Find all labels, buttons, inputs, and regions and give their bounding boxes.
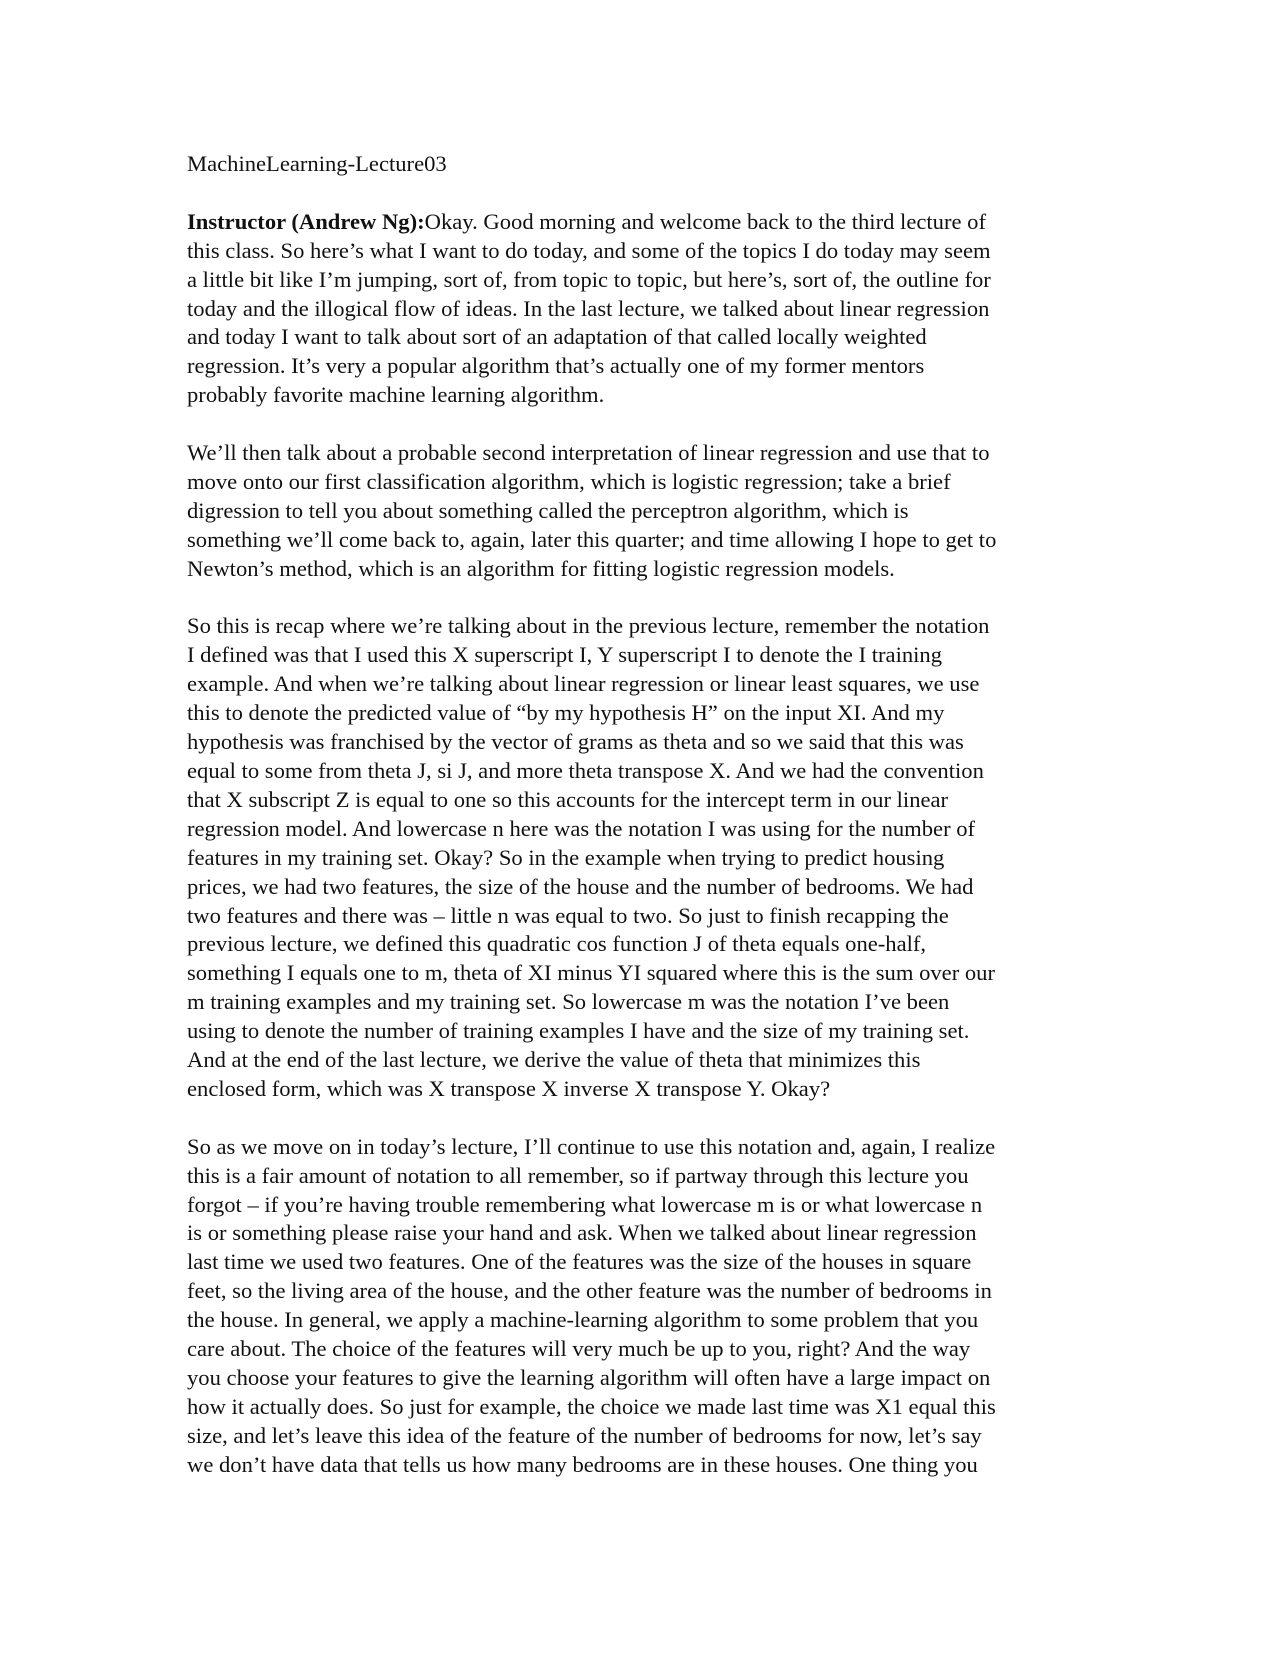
paragraph-line: We’ll then talk about a probable second interpretation of linear regression and use that to [187, 440, 990, 466]
paragraph-line: And at the end of the last lecture, we derive the value of theta that minimizes this [187, 1047, 921, 1073]
paragraph-line: is or something please raise your hand and ask. When we talked about linear regression [187, 1220, 977, 1246]
paragraph-line: regression model. And lowercase n here was the notation I was using for the number of [187, 815, 976, 841]
speaker-label: Instructor (Andrew Ng) [187, 208, 418, 234]
document-body [187, 150, 1097, 1509]
paragraph-line: that X subscript Z is equal to one so this accounts for the intercept term in our linear [187, 786, 949, 812]
paragraph-line: probably favorite machine learning algorithm. [187, 382, 605, 408]
paragraph-line: you choose your features to give the learning algorithm will often have a large impact on [187, 1365, 991, 1390]
paragraph-4 [187, 1133, 1097, 1480]
paragraph-line: previous lecture, we defined this quadratic cos function J of theta equals one-half, [187, 931, 927, 957]
paragraph-2 [187, 439, 1097, 584]
paragraph-line: size, and let’s leave this idea of the feature of the number of bedrooms for now, let’s say [187, 1422, 982, 1448]
paragraph-line: So as we move on in today’s lecture, I’ll continue to use this notation and, again, I realize [187, 1133, 996, 1159]
paragraph-line: enclosed form, which was X transpose X inverse X transpose Y. Okay? [187, 1075, 831, 1101]
paragraph-line: two features and there was – little n was equal to two. So just to finish recapping the [187, 902, 949, 928]
paragraph-line: today and the illogical flow of ideas. In the last lecture, we talked about linear regression [187, 295, 990, 321]
paragraph-line: something I equals one to m, theta of XI minus YI squared where this is the sum over our [187, 960, 995, 986]
paragraph-line: care about. The choice of the features will very much be up to you, right? And the way [187, 1336, 971, 1362]
paragraph-line: we don’t have data that tells us how many bedrooms are in these houses. One thing you [187, 1451, 978, 1477]
paragraph-line: this to denote the predicted value of “by my hypothesis H” on the input XI. And my [187, 700, 945, 726]
document-title: MachineLearning-Lecture03 [187, 151, 447, 176]
paragraph-line-text: Okay. Good morning and welcome back to the third lecture of [424, 208, 986, 234]
paragraph-line: move onto our first classification algorithm, which is logistic regression; take a brief [187, 468, 951, 494]
paragraph-3 [187, 612, 1097, 1103]
paragraph-line: this is a fair amount of notation to all remember, so if partway through this lecture you [187, 1162, 969, 1188]
paragraph-line: and today I want to talk about sort of an adaptation of that called locally weighted [187, 324, 927, 350]
paragraph-line: a little bit like I’m jumping, sort of, from topic to topic, but here’s, sort of, the outline for [187, 266, 991, 292]
paragraph-line: regression. It’s very a popular algorithm that’s actually one of my former mentors [187, 353, 925, 379]
paragraph-line: the house. In general, we apply a machine-learning algorithm to some problem that you [187, 1307, 979, 1333]
paragraph-line: digression to tell you about something called the perceptron algorithm, which is [187, 497, 909, 523]
paragraph-line: So this is recap where we’re talking about in the previous lecture, remember the notation [187, 613, 990, 639]
paragraph-line: I defined was that I used this X superscript I, Y superscript I to denote the I training [187, 642, 943, 668]
paragraph-line: hypothesis was franchised by the vector of grams as theta and so we said that this was [187, 729, 964, 755]
paragraph-line: m training examples and my training set. So lowercase m was the notation I’ve been [187, 989, 950, 1015]
paragraph-line: how it actually does. So just for example, the choice we made last time was X1 equal this [187, 1393, 996, 1419]
paragraph-line: this class. So here’s what I want to do today, and some of the topics I do today may seem [187, 237, 991, 263]
paragraph-line: using to denote the number of training examples I have and the size of my training set. [187, 1018, 970, 1044]
speaker-separator: : [417, 208, 425, 234]
paragraph-line: feet, so the living area of the house, and the other feature was the number of bedrooms in [187, 1278, 992, 1304]
paragraph-line: equal to some from theta J, si J, and more theta transpose X. And we had the convention [187, 757, 984, 783]
paragraph-line: Newton’s method, which is an algorithm for fitting logistic regression models. [187, 555, 895, 581]
paragraph-line: last time we used two features. One of the features was the size of the houses in square [187, 1249, 972, 1275]
paragraph-line: example. And when we’re talking about linear regression or linear least squares, we use [187, 671, 980, 697]
paragraph-line: prices, we had two features, the size of the house and the number of bedrooms. We had [187, 873, 974, 899]
paragraph-1 [187, 208, 1097, 410]
paragraph-line: forgot – if you’re having trouble remembering what lowercase m is or what lowercase n [187, 1191, 983, 1217]
paragraph-line: something we’ll come back to, again, later this quarter; and time allowing I hope to get to [187, 526, 997, 552]
paragraph-line [187, 208, 1097, 237]
paragraph-line: features in my training set. Okay? So in the example when trying to predict housing [187, 844, 945, 870]
